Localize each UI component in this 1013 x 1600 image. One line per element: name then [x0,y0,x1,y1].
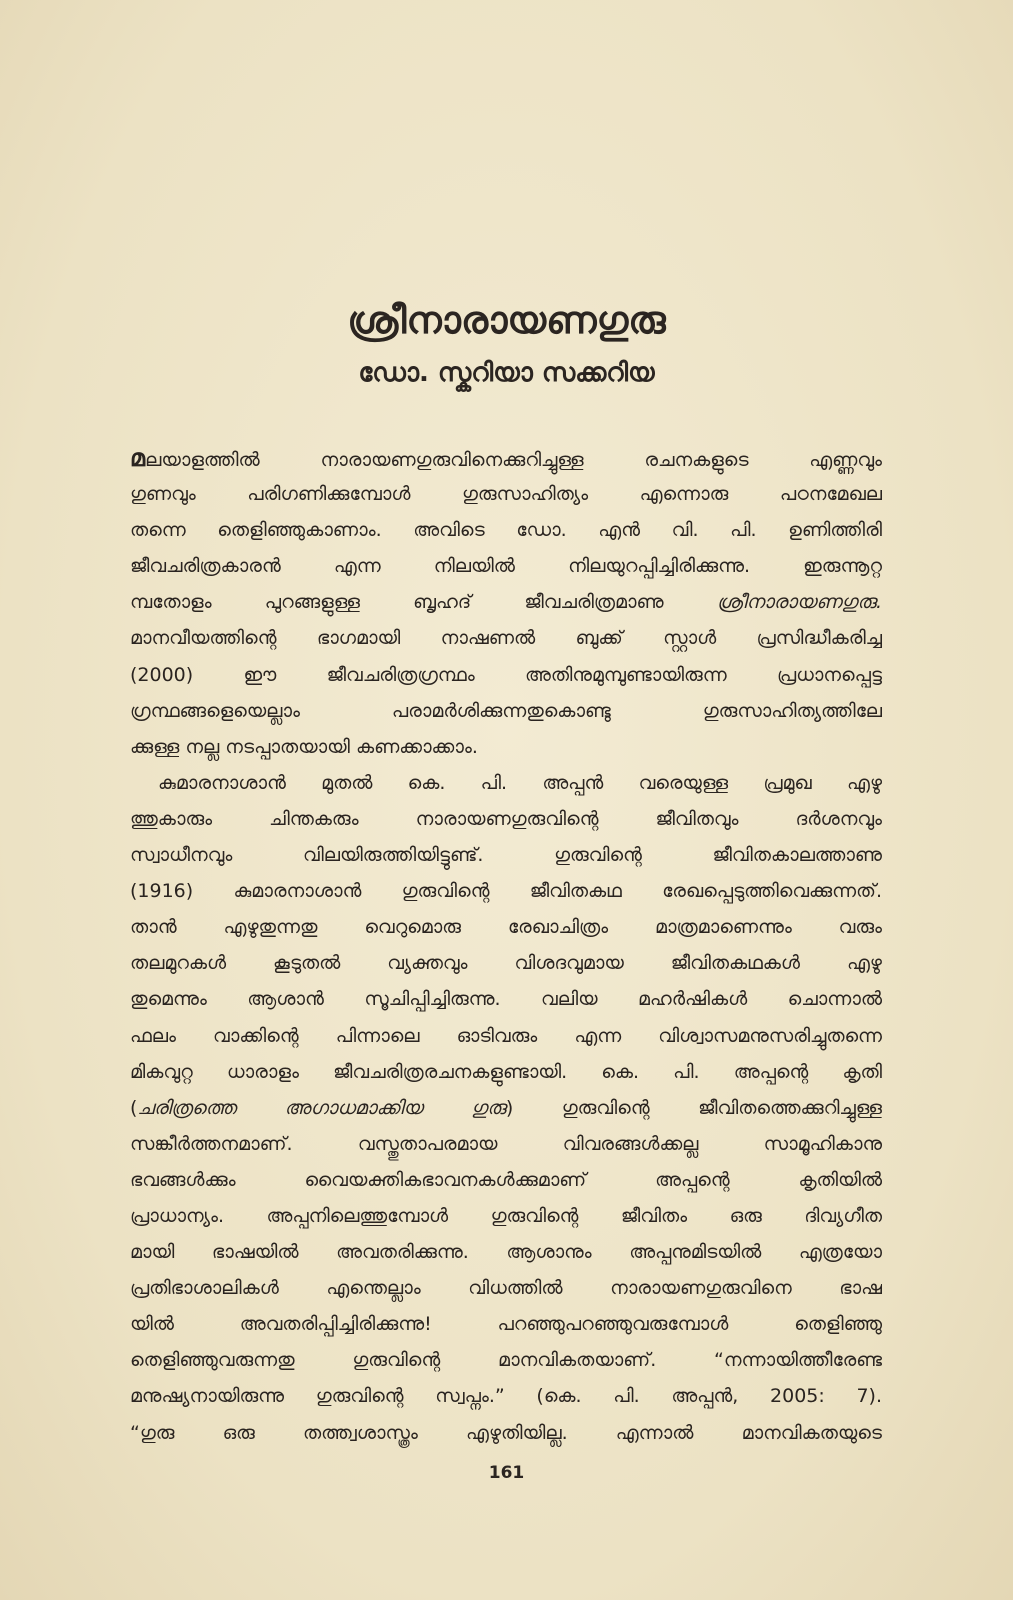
text-line [130,693,882,729]
text-line [130,440,882,476]
text-line [130,981,882,1017]
italic-title: ചരിത്രത്തെ അഗാധമാക്കിയ ഗുരു [137,1096,506,1119]
text-segment: ക്കുള്ള നല്ല നടപ്പാതയായി കണക്കാക്കാം. [130,735,478,758]
text-line [130,584,882,620]
text-line [130,837,882,873]
text-line [130,1162,882,1198]
text-segment: ത്തുകാരും ചിന്തകരും നാരായണഗുരുവിന്റെ ജീവിതവും ദർശനവും [130,807,882,830]
text-segment: ഗ്രന്ഥങ്ങളെയെല്ലാം പരാമർശിക്കുന്നതുകൊണ്ടു ഗുരുസാഹിത്യത്തിലേ [130,699,882,722]
text-segment: മനുഷ്യനായിരുന്നു ഗുരുവിന്റെ സ്വപ്നം.” (കെ. പി. അപ്പൻ, 2005: 7). [130,1385,882,1408]
text-line [130,1018,882,1054]
text-segment: ജീവചരിത്രകാരൻ എന്ന നിലയിൽ നിലയുറപ്പിച്ചിരിക്കുന്നു. ഇരുന്നൂറ്റ [130,555,882,578]
text-segment: ഭവങ്ങൾക്കും വൈയക്തികഭാവനകൾക്കുമാണ് അപ്പന്റെ കൃതിയിൽ [130,1168,882,1191]
text-segment: താൻ എഴുതുന്നതു വെറുമൊരു രേഖാചിത്രം മാത്രമാണെന്നും വരും [130,916,882,939]
paragraph [130,440,882,765]
text-segment: യിൽ അവതരിപ്പിച്ചിരിക്കുന്നു! പറഞ്ഞുപറഞ്ഞുവരുമ്പോൾ തെളിഞ്ഞു [130,1313,882,1336]
text-segment: ലയാളത്തിൽ നാരായണഗുരുവിനെക്കുറിച്ചുള്ള രചനകളുടെ എണ്ണവും [145,449,882,471]
chapter-title: ശ്രീനാരായണഗുരു [347,298,666,342]
text-segment: ഫലം വാക്കിന്റെ പിന്നാലെ ഓടിവരും എന്ന വിശ്വാസമനുസരിച്ചുതന്നെ [130,1024,882,1047]
text-segment: മ്പതോളം പുറങ്ങളുള്ള ബൃഹദ് ജീവചരിത്രമാണു [130,591,717,614]
text-line [130,1306,882,1342]
text-line [130,1378,882,1414]
text-segment: (1916) കുമാരനാശാൻ ഗുരുവിന്റെ ജീവിതകഥ രേഖപ്പെടുത്തിവെക്കുന്നത്. [130,880,882,903]
page-number: 161 [488,1463,525,1483]
text-line [130,1198,882,1234]
text-segment: ) ഗുരുവിന്റെ ജീവിതത്തെക്കുറിച്ചുള്ള [505,1096,882,1119]
text-line [130,1415,882,1451]
text-line [130,1342,882,1378]
text-line [130,801,882,837]
text-segment: സങ്കീർത്തനമാണ്. വസ്തുതാപരമായ വിവരങ്ങൾക്കല്ല സാമൂഹികാനു [130,1132,882,1155]
text-line [130,945,882,981]
text-segment: പ്രതിഭാശാലികൾ എന്തെല്ലാം വിധത്തിൽ നാരായണഗുരുവിനെ ഭാഷ [130,1277,882,1300]
text-segment: തലമുറകൾ കൂടുതൽ വ്യക്തവും വിശദവുമായ ജീവിതകഥകൾ എഴു [130,952,882,975]
text-line [130,1054,882,1090]
text-segment: മായി ഭാഷയിൽ അവതരിക്കുന്നു. ആശാനും അപ്പനുമിടയിൽ എത്രയോ [130,1241,882,1264]
text-segment: തന്നെ തെളിഞ്ഞുകാണാം. അവിടെ ഡോ. എൻ വി. പി. ഉണിത്തിരി [130,519,882,542]
text-segment: തെളിഞ്ഞുവരുന്നതു ഗുരുവിന്റെ മാനവികതയാണ്. “നന്നായിത്തീരേണ്ട [130,1349,882,1372]
text-line [130,909,882,945]
text-segment: (2000) ഈ ജീവചരിത്രഗ്രന്ഥം അതിനുമുമ്പുണ്ടായിരുന്ന പ്രധാനപ്പെട്ട [130,663,882,686]
text-line [130,1090,882,1126]
text-segment: ( [130,1096,138,1119]
text-line [130,729,882,765]
text-segment: പ്രാധാന്യം. അപ്പനിലെത്തുമ്പോൾ ഗുരുവിന്റെ ജീവിതം ഒരു ദിവ്യഗീത [130,1204,882,1227]
text-line [130,657,882,693]
text-line [130,548,882,584]
chapter-author: ഡോ. സ്കറിയാ സക്കറിയ [358,358,655,388]
text-segment: “ഗുരു ഒരു തത്ത്വശാസ്ത്രം എഴുതിയില്ല. എന്നാൽ മാനവികതയുടെ [130,1421,882,1444]
text-segment: സ്വാധീനവും വിലയിരുത്തിയിട്ടുണ്ട്. ഗുരുവിന്റെ ജീവിതകാലത്താണു [130,844,882,867]
text-segment: ഗുണവും പരിഗണിക്കുമ്പോൾ ഗുരുസാഹിത്യം എന്നൊരു പഠനമേഖല [130,483,882,506]
italic-title: ശ്രീനാരായണഗുരു. [716,591,882,614]
text-segment: മാനവീയത്തിന്റെ ഭാഗമായി നാഷണൽ ബുക്ക് സ്റ്റാൾ പ്രസിദ്ധീകരിച്ച [130,627,882,650]
text-line [130,1126,882,1162]
drop-cap: മ [130,444,146,472]
text-line [130,873,882,909]
text-segment: കുമാരനാശാൻ മുതൽ കെ. പി. അപ്പൻ വരെയുള്ള പ്രമുഖ എഴു [158,771,882,794]
body-text [130,440,882,1451]
text-line [130,512,882,548]
text-segment: മികവുറ്റ ധാരാളം ജീവചരിത്രരചനകളുണ്ടായി. കെ. പി. അപ്പന്റെ കൃതി [130,1060,882,1083]
text-line [130,765,882,801]
text-line [130,620,882,656]
text-line [130,476,882,512]
paragraph [130,765,882,1451]
text-segment: തുമെന്നും ആശാൻ സൂചിപ്പിച്ചിരുന്നു. വലിയ മഹർഷികൾ ചൊന്നാൽ [130,988,882,1011]
text-line [130,1270,882,1306]
text-line [130,1234,882,1270]
